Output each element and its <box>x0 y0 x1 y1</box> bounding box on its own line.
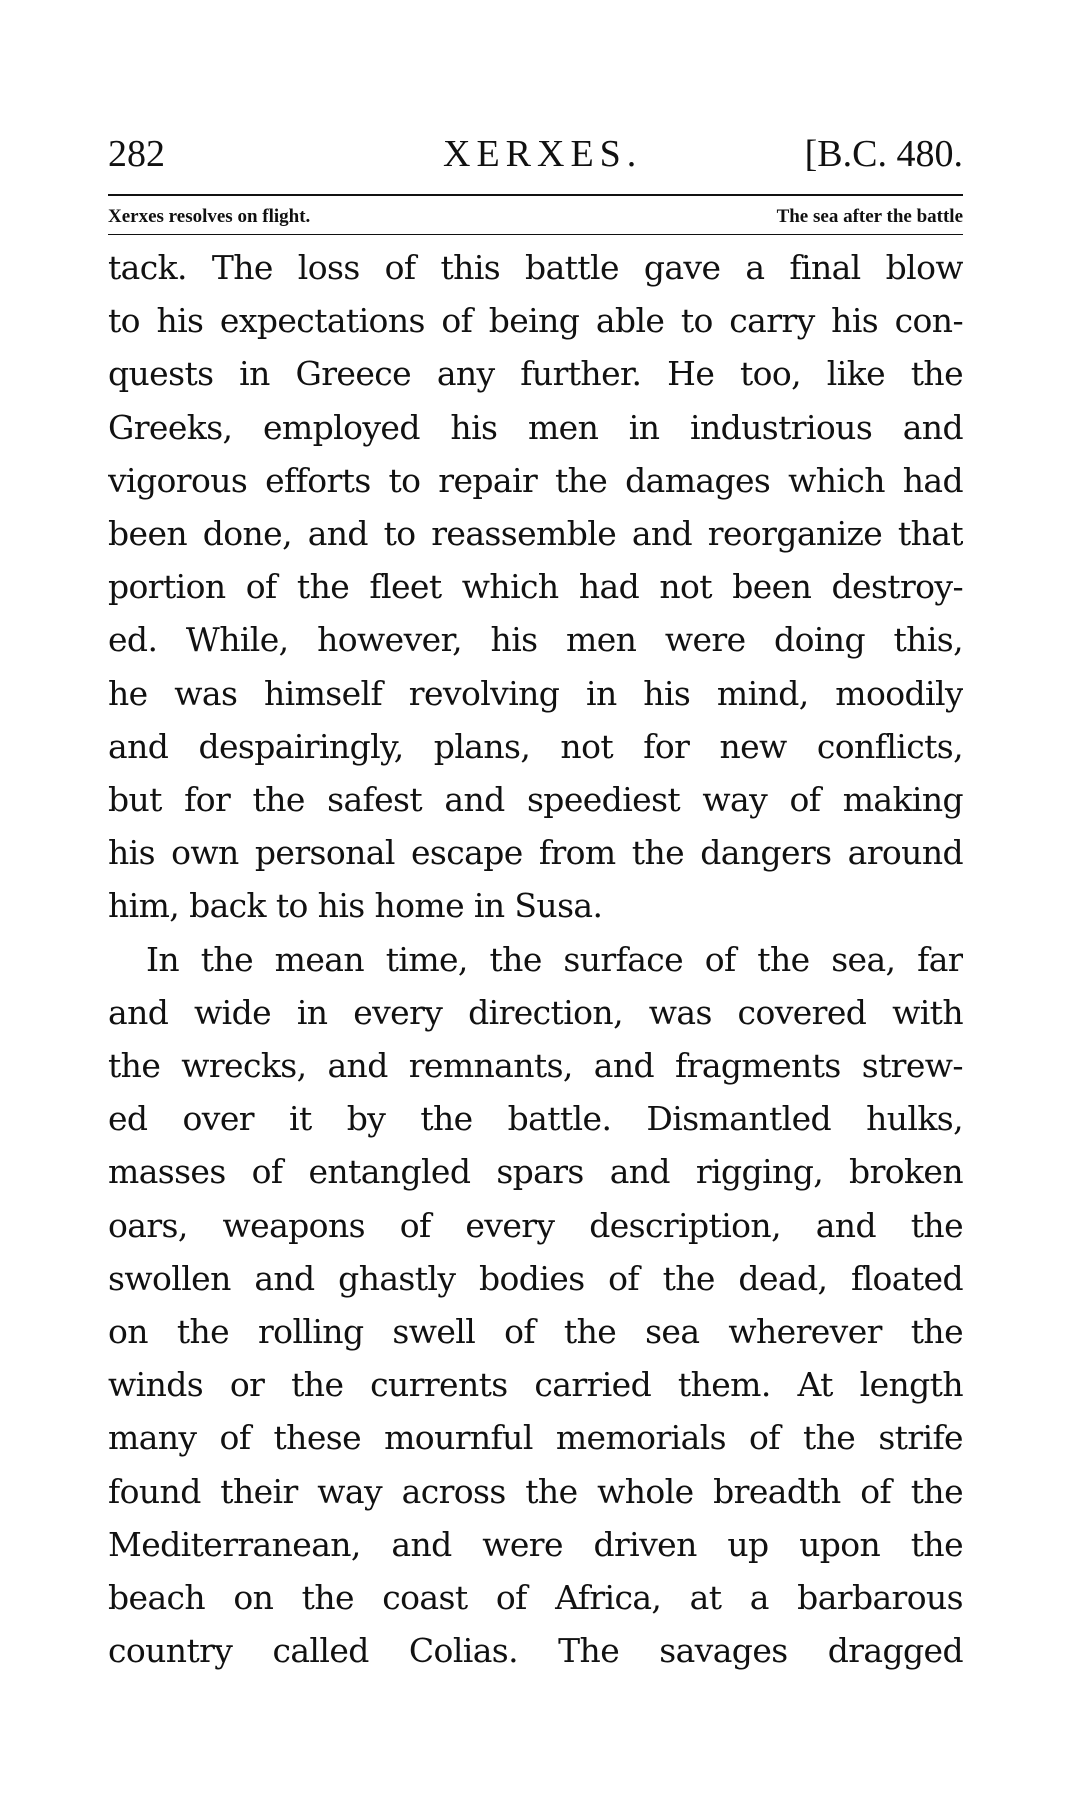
text-line: he was himself revolving in his mind, moodily <box>108 673 963 713</box>
text-line: country called Colias. The savages dragged <box>108 1631 963 1671</box>
text-line: ed. While, however, his men were doing this, <box>108 620 963 660</box>
text-line: quests in Greece any further. He too, like the <box>108 354 963 394</box>
text-line: been done, and to reassemble and reorganize that <box>108 514 963 554</box>
text-line: portion of the fleet which had not been destroy- <box>108 567 963 607</box>
side-headings <box>108 202 963 232</box>
text-line: Greeks, employed his men in industrious and <box>108 407 963 447</box>
text-line: but for the safest and speediest way of making <box>108 780 963 820</box>
running-head <box>108 128 963 180</box>
paragraph-1 <box>108 241 963 933</box>
paragraph-2 <box>108 933 963 1678</box>
side-heading-left: Xerxes resolves on flight. <box>108 206 311 227</box>
text-line: found their way across the whole breadth of the <box>108 1471 963 1511</box>
date-mark: [B.C. 480. <box>804 133 963 175</box>
text-line: many of these mournful memorials of the strife <box>108 1418 963 1458</box>
side-heading-right: The sea after the battle <box>776 206 963 227</box>
text-line: swollen and ghastly bodies of the dead, floated <box>108 1258 963 1298</box>
text-line: and despairingly, plans, not for new conflicts, <box>108 726 963 766</box>
text-line: masses of entangled spars and rigging, broken <box>108 1152 963 1192</box>
text-line: the wrecks, and remnants, and fragments strew- <box>108 1046 963 1086</box>
page-number: 282 <box>108 133 165 175</box>
text-line: Mediterranean, and were driven up upon the <box>108 1524 963 1564</box>
text-line: him, back to his home in Susa. <box>108 886 603 926</box>
text-line: oars, weapons of every description, and the <box>108 1205 963 1245</box>
subheader-rule <box>108 234 963 235</box>
text-line: vigorous efforts to repair the damages which had <box>108 460 963 500</box>
body-text <box>108 241 963 1677</box>
text-line: and wide in every direction, was covered with <box>108 992 963 1032</box>
text-line: beach on the coast of Africa, at a barbarous <box>108 1578 963 1618</box>
text-line: to his expectations of being able to carry his con- <box>108 301 963 341</box>
text-line: In the mean time, the surface of the sea, far <box>146 939 963 979</box>
header-rule <box>108 194 963 196</box>
text-line: tack. The loss of this battle gave a final blow <box>108 248 963 287</box>
text-line: winds or the currents carried them. At length <box>108 1365 963 1405</box>
book-page <box>108 128 963 1677</box>
text-line: his own personal escape from the dangers around <box>108 833 963 873</box>
text-line: ed over it by the battle. Dismantled hulks, <box>108 1099 963 1139</box>
text-line: on the rolling swell of the sea wherever the <box>108 1312 963 1352</box>
book-title: XERXES. <box>443 133 643 175</box>
